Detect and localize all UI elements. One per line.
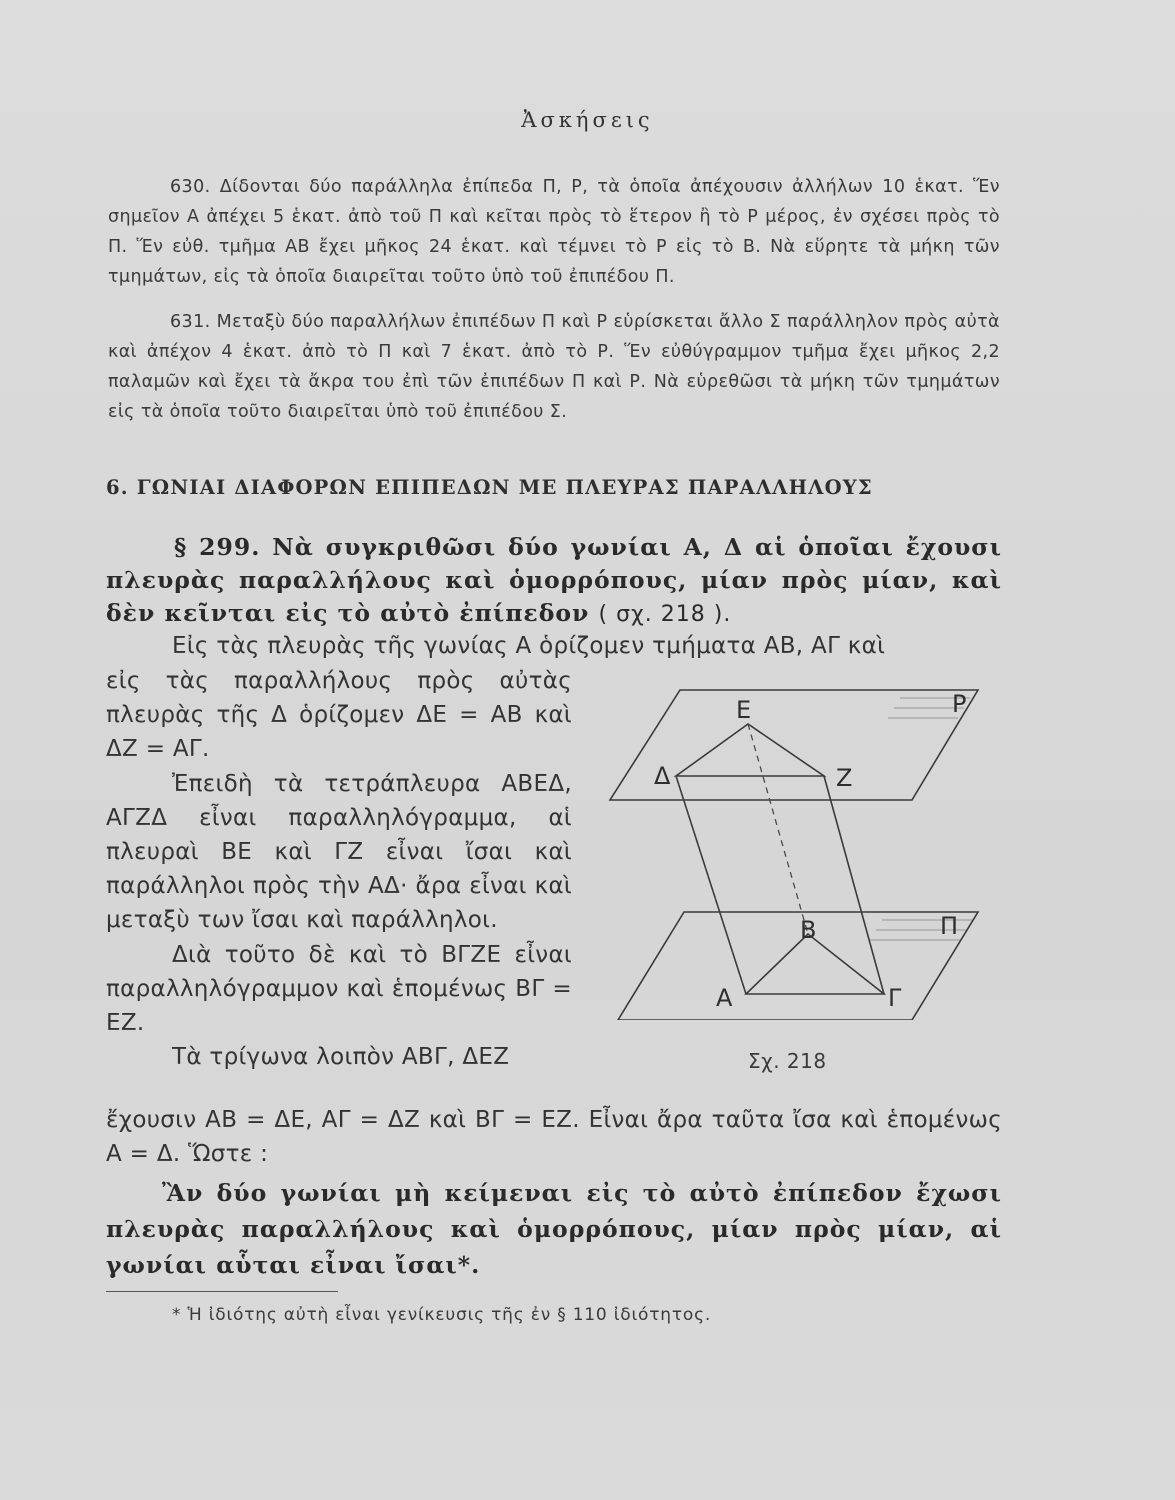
triangle-dez [676, 724, 824, 776]
conclusion [106, 1175, 1002, 1283]
exercise-text: Μεταξὺ δύο παραλλήλων ἐπιπέδων Π καὶ Ρ εὑρίσκεται ἄλλο Σ παράλληλον πρὸς αὐτὰ καὶ ἀπέχον 4 ἑκατ. ἀπὸ τὸ Π καὶ 7 ἑκατ. ἀπὸ τὸ Ρ. Ἕν εὐθύγραμμον τμῆμα ἔχει μῆκος 2,2 παλαμῶν καὶ ἔχει τὰ ἄκρα του ἐπὶ τῶν ἐπιπέδων Π καὶ Ρ. Νὰ εὑρεθῶσι τὰ μήκη τῶν τμημάτων εἰς τὰ ὁποῖα τοῦτο διαιρεῖται ὑπὸ τοῦ ἐπιπέδου Σ. [108, 312, 1000, 422]
label-e: Ε [736, 696, 752, 724]
plane-pi [618, 912, 978, 1020]
edge-be [748, 724, 808, 934]
footnote-divider [106, 1291, 338, 1292]
proof-paragraph-2: Ἐπειδὴ τὰ τετράπλευρα ΑΒΕΔ, ΑΓΖΔ εἶναι παραλληλόγραμμα, αἱ πλευραὶ ΒΕ καὶ ΓΖ εἶναι ἴσαι καὶ παράλληλοι πρὸς τὴν ΑΔ· ἄρα εἶναι καὶ μεταξὺ των ἴσαι καὶ παράλληλοι. [106, 770, 572, 934]
figure-reference: ( σχ. 218 ). [598, 602, 732, 627]
label-z: Ζ [836, 764, 853, 792]
label-b: Β [800, 916, 817, 944]
proof-paragraph-3: Διὰ τοῦτο δὲ καὶ τὸ ΒΓΖΕ εἶναι παραλληλόγραμμον καὶ ἑπομένως ΒΓ = ΕΖ. [106, 941, 572, 1037]
proof-paragraph-1: εἰς τὰς παραλλήλους πρὸς αὐτὰς πλευρὰς τῆς Δ ὁρίζομεν ΔΕ = ΑΒ καὶ ΔΖ = ΑΓ. [106, 668, 572, 763]
figure-caption: Σχ. 218 [748, 1049, 827, 1073]
exercise-number: 631. [170, 312, 211, 332]
exercise-text: Δίδονται δύο παράλληλα ἐπίπεδα Π, Ρ, τὰ ὁποῖα ἀπέχουσιν ἀλλήλων 10 ἑκατ. Ἕν σημεῖον Α ἀπέχει 5 ἑκατ. ἀπὸ τοῦ Π καὶ κεῖται πρὸς τὸ ἕτερον ἢ τὸ Ρ μέρος, ἐν σχέσει πρὸς τὸ Π. Ἕν εὐθ. τμῆμα ΑΒ ἔχει μῆκος 24 ἑκατ. καὶ τέμνει τὸ Ρ εἰς τὸ Β. Νὰ εὕρητε τὰ μήκη τῶν τμημάτων, εἰς τὰ ὁποῖα διαιρεῖται τοῦτο ὑπὸ τοῦ ἐπιπέδου Π. [108, 177, 1000, 287]
section-title: 6. ΓΩΝΙΑΙ ΔΙΑΦΟΡΩΝ ΕΠΙΠΕΔΩΝ ΜΕ ΠΛΕΥΡΑΣ ΠΑΡΑΛΛΗΛΟΥΣ [106, 476, 873, 499]
edge-gz [824, 776, 884, 994]
page-header: Ἀσκήσεις [521, 108, 654, 132]
exercise-number: 630. [170, 177, 211, 197]
proof-line-1: Εἰς τὰς πλευρὰς τῆς γωνίας Α ὁρίζομεν τμήματα ΑΒ, ΑΓ καὶ [172, 633, 886, 659]
label-p: Ρ [952, 690, 967, 718]
proof-column [106, 664, 572, 1074]
label-a: Α [716, 984, 733, 1012]
exercise-631 [108, 307, 1000, 427]
label-delta: Δ [654, 762, 671, 790]
figure-218 [600, 680, 1000, 1020]
edge-ad [676, 776, 746, 994]
conclusion-text: Ἂν δύο γωνίαι μὴ κείμεναι εἰς τὸ αὐτὸ ἐπίπεδον ἔχωσι πλευρὰς παραλλήλους καὶ ὁμορρόπους, μίαν πρὸς μίαν, αἱ γωνίαι αὗται εἶναι ἴσαι*. [106, 1179, 1002, 1279]
exercise-630 [108, 172, 1000, 292]
proof-continuation: ἔχουσιν ΑΒ = ΔΕ, ΑΓ = ΔΖ καὶ ΒΓ = ΕΖ. Εἶναι ἄρα ταῦτα ἴσα καὶ ἑπομένως Α = Δ. Ὥστε : [106, 1107, 1002, 1167]
figure-diagram [600, 680, 1000, 1020]
label-gamma: Γ [888, 984, 902, 1012]
footnote: * Ἡ ἰδιότης αὐτὴ εἶναι γενίκευσις τῆς ἐν § 110 ἰδιότητος. [172, 1305, 712, 1325]
proof-paragraph-4: Τὰ τρίγωνα λοιπὸν ΑΒΓ, ΔΕΖ [172, 1044, 510, 1071]
label-pi: Π [940, 912, 959, 940]
theorem-statement [106, 531, 1002, 631]
theorem-text: § 299. Νὰ συγκριθῶσι δύο γωνίαι Α, Δ αἱ ὁποῖαι ἔχουσι πλευρὰς παραλλήλους καὶ ὁμορρόπους, μίαν πρὸς μίαν, καὶ δὲν κεῖνται εἰς τὸ αὐτὸ ἐπίπεδον [106, 533, 1002, 627]
